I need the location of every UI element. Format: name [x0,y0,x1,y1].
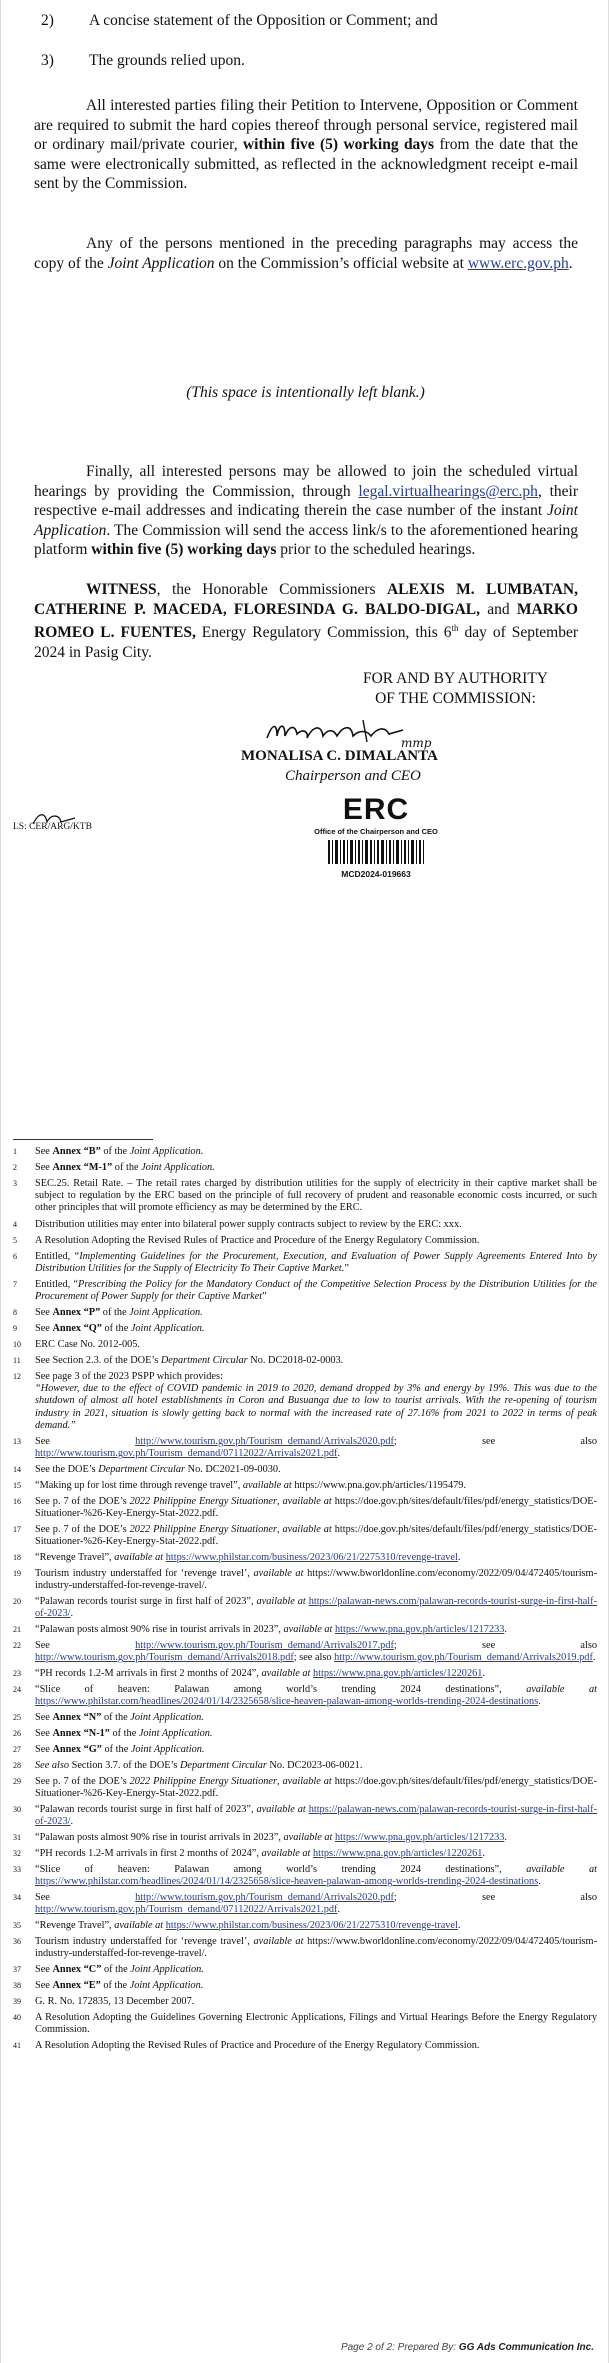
footnote-41 [13,2040,597,2052]
ls-signature-mark [31,808,77,830]
footnote-28 [13,1760,597,1772]
footnote-3 [13,1178,597,1215]
footnote-20 [13,1596,597,1620]
footnote-number: 1 [13,1147,17,1156]
footnote-number: 26 [13,1729,21,1738]
footnote-number: 38 [13,1981,21,1990]
footnote-number: 16 [13,1497,21,1506]
footnote-number: 7 [13,1280,17,1289]
barcode [326,840,426,864]
footnote-10 [13,1339,597,1351]
footnote-number: 6 [13,1252,17,1261]
footnote-38 [13,1980,597,1992]
footnote-9 [13,1323,597,1335]
footnote-number: 30 [13,1805,21,1814]
blank-space-note: (This space is intentionally left blank.) [186,384,425,401]
authority-line-2: OF THE COMMISSION: [375,690,536,707]
footnote-number: 28 [13,1761,21,1770]
footnote-text: ERC Case No. 2012-005. [35,1339,140,1350]
footnote-number: 14 [13,1465,21,1474]
footnote-24 [13,1684,597,1708]
footnote-17 [13,1524,597,1548]
footnote-link[interactable]: http://www.tourism.gov.ph/Tourism_demand/Arrivals2020.pdf [135,1892,394,1903]
footnote-text: See p. 7 of the DOE’s 2022 Philippine Energy Situationer, available at https://doe.gov.ph/sites/default/files/pdf/energy_statistics/DOE-Situationer-%26-Key-Energy-Stat-2022.pdf. [35,1524,597,1548]
authority-line-1: FOR AND BY AUTHORITY [362,670,548,687]
footnote-link[interactable]: https://www.pna.gov.ph/articles/1217233 [335,1624,505,1635]
footnote-text: See also Section 3.7. of the DOE’s Department Circular No. DC2023-06-0021. [35,1760,363,1771]
virtual-hearing-paragraph: Finally, all interested persons may be allowed to join the scheduled virtual hearings by providing the Commission, through legal.virtualhearings@erc.ph, their respective e-mail addresses and indicating therein the case number of the instant Joint Application. The Commission will send the access link/s to the aforementioned hearing platform within five (5) working days prior to the scheduled hearings. [34,463,578,559]
signatory-title: Chairperson and CEO [285,768,421,784]
footnote-number: 29 [13,1777,21,1786]
footnote-8 [13,1307,597,1319]
footnote-text: Entitled, “Prescribing the Policy for the Mandatory Conduct of the Competitive Selection Process by the Distribution Utilities for the Procurement of Power Supply for their Captive Market” [35,1279,597,1303]
footnote-number: 36 [13,1937,21,1946]
footnote-text: “Making up for lost time through revenge travel”, available at https://www.pna.gov.ph/articles/1195479. [35,1480,466,1491]
footnote-link[interactable]: http://www.tourism.gov.ph/Tourism_demand/07112022/Arrivals2021.pdf [35,1904,338,1916]
footnote-32 [13,1848,597,1860]
barcode-number: MCD2024-019663 [341,869,411,879]
footnote-number: 11 [13,1356,21,1365]
footnote-27 [13,1744,597,1756]
signatory-name: MONALISA C. DIMALANTA [241,748,438,764]
filing-paragraph: All interested parties filing their Petition to Intervene, Opposition or Comment are required to submit the hard copies thereof through personal service, registered mail or ordinary mail/private courier, within five (5) working days from the date that the same were electronically submitted, as reflected in the acknowledgment receipt e-mail sent by the Commission. [34,97,579,193]
footnote-number: 18 [13,1553,21,1562]
footnote-number: 37 [13,1965,21,1974]
footnote-link[interactable]: https://palawan-news.com/palawan-records-tourist-surge-in-first-half-of-2023/ [35,1596,598,1620]
signature-initials: mmp [401,736,432,750]
footnote-text: See Annex “N” of the Joint Application. [35,1712,204,1723]
footnote-37 [13,1964,597,1976]
footnote-number: 24 [13,1685,21,1694]
footnote-text: See Annex “C” of the Joint Application. [35,1964,204,1975]
footnote-text: “Revenge Travel”, available at https://www.philstar.com/business/2023/06/21/2275310/revenge-travel. [35,1920,461,1931]
footnote-35 [13,1920,597,1932]
footnote-text: SEC.25. Retail Rate. – The retail rates charged by distribution utilities for the supply of electricity in their captive market shall be subject to regulation by the ERC based on the principle of full recovery of prudent and reasonable economic costs incurred, or such other principles that will promote efficiency as may be determined by the ERC. [35,1178,597,1214]
footnote-text: See http://www.tourism.gov.ph/Tourism_demand/Arrivals2017.pdf; see also http://www.tourism.gov.ph/Tourism_demand/Arrivals2018.pdf; see also http://www.tourism.gov.ph/Tourism_demand/Arrivals2019.pdf. [35,1640,597,1664]
footnote-21 [13,1624,597,1636]
footnote-text: “Revenge Travel”, available at https://www.philstar.com/business/2023/06/21/2275310/revenge-travel. [35,1552,461,1563]
footnote-6 [13,1251,597,1275]
footnote-link[interactable]: https://www.pna.gov.ph/articles/1220261 [312,1668,483,1679]
footnote-number: 4 [13,1220,17,1229]
footnote-text: See Section 2.3. of the DOE’s Department Circular No. DC2018-02-0003. [35,1355,344,1366]
footnote-text: See Annex “N-1” of the Joint Application. [35,1728,213,1739]
footnote-text: See http://www.tourism.gov.ph/Tourism_demand/Arrivals2020.pdf; see also http://www.tourism.gov.ph/Tourism_demand/07112022/Arrivals2021.pdf. [35,1436,597,1460]
footnote-22 [13,1640,597,1664]
ls-initials: LS: CER/ARG/KTB [13,822,92,832]
footnote-link[interactable]: https://www.philstar.com/business/2023/06/21/2275310/revenge-travel [165,1552,458,1563]
footnote-19 [13,1568,597,1592]
footnote-29 [13,1776,597,1800]
document-page: 2) A concise statement of the Opposition or Comment; and 3) The grounds relied upon. All interested parties filing their Petition to Intervene, Opposition or Comment are required to submit the hard copies thereof through personal service, registered mail or ordinary mail/private courier, within five (5) working days from the date that the same were electronically submitted, as reflected in the acknowledgment receipt e-mail sent by the Commission. Any of the persons mentioned in the preceding paragraphs may access the copy of the Joint Application on the Commission’s official website at www.erc.gov.ph. (This space is intentionally left blank.) Finally, all interested persons may be allowed to join the scheduled virtual hearings by providing the Commission, through legal.virtualhearings@erc.ph, their respective e-mail addresses and indicating therein the case number of the instant Joint Application. The Commission will send the access link/s to the aforementioned hearing platform within five (5) working days prior to the scheduled hearings. WITNESS, the Honorable Commissioners ALEXIS M. LUMBATAN, CATHERINE P. MACEDA, FLORESINDA G. BALDO-DIGAL, and MARKO ROMEO L. FUENTES, Energy Regulatory Commission, this 6th day of September 2024 in Pasig City. FOR AND BY AUTHORITY OF THE COMMISSION: mmp MONALISA C. DIMALANTA Chairperson and CEO LS: CER/ARG/KTB ERC Office of the Chairperson and CEO MCD2024-019663 1 See Annex “B” of the Joint Application. 2 See Annex “M-1” of the Joint Application. 3 SEC.25. Retail Rate. – The retail rates charged by distribution utilities for the supply of electricity in their captive market shall be subject to regulation by the ERC based on the principle of full recovery of prudent and reasonable economic costs incurred, or such other principles that will promote efficiency as may be determined by the ERC. 4 Distribution utilities may enter into bilateral power supply contracts subject to review by the ERC: xxx. 5 A Resolution Adopting the Revised Rules of Practice and Procedure of the Energy Regulatory Commission. 6 Entitled, “Implementing Guidelines for the Procurement, Execution, and Evaluation of Power Supply Agreements Entered Into by Distribution Utilities for the Supply of Electricity To Their Captive Market.” 7 Entitled, “Prescribing the Policy for the Mandatory Conduct of the Competitive Selection Process by the Distribution Utilities for the Procurement of Power Supply for their Captive Market” 8 See Annex “P” of the Joint Application. 9 See Annex “Q” of the Joint Application. 10 ERC Case No. 2012-005. 11 See Section 2.3. of the DOE’s Department Circular No. DC2018-02-0003. 12 See page 3 of the 2023 PSPP which provides: “However, due to the effect of COVID pandemic in 2019 to 2020, demand dropped by 3% and energy by 19%. This was due to the shutdown of almost all hotel establishments in Coron and Busuanga due to low to tourist arrivals. With the re-opening of tourism industry in 2021, situation is slowly getting back to normal with the increased rate of 27.16% from 2021 to 2022 in terms of peak demand.” 13 See http://www.tourism.gov.ph/Tourism_demand/Arrivals2020.pdf; see also http://www.tourism.gov.ph/Tourism_demand/07112022/Arrivals2021.pdf. 14 See the DOE’s Department Circular No. DC2021-09-0030. 15 “Making up for lost time through revenge travel”, available at https://www.pna.gov.ph/articles/1195479. 16 See p. 7 of the DOE’s 2022 Philippine Energy Situationer, available at https://doe.gov.ph/sites/default/files/pdf/energy_statistics/DOE-Situationer-%26-Key-Energy-Stat-2022.pdf. 17 See p. 7 of the DOE’s 2022 Philippine Energy Situationer, available at https://doe.gov.ph/sites/default/files/pdf/energy_statistics/DOE-Situationer-%26-Key-Energy-Stat-2022.pdf. 18 “Revenge Travel”, available at https://www.philstar.com/business/2023/06/21/2275310/revenge-travel. 19 Tourism industry understaffed for ‘revenge travel’, available at https://www.bworldonline.com/economy/2022/09/04/472405/tourism-industry-understaffed-for-revenge-travel/. 20 “Palawan records tourist surge in first half of 2023”, available at https://palawan-news.com/palawan-records-tourist-surge-in-first-half-of-2023/. 21 “Palawan posts almost 90% rise in tourist arrivals in 2023”, available at https://www.pna.gov.ph/articles/1217233. 22 See http://www.tourism.gov.ph/Tourism_demand/Arrivals2017.pdf; see also http://www.tourism.gov.ph/Tourism_demand/Arrivals2018.pdf; see also http://www.tourism.gov.ph/Tourism_demand/Arrivals2019.pdf. 23 “PH records 1.2-M arrivals in first 2 months of 2024”, available at https://www.pna.gov.ph/articles/1220261. 24 “Slice of heaven: Palawan among world’s trending 2024 destinations”, available at https://www.philstar.com/headlines/2024/01/14/2325658/slice-heaven-palawan-among-worlds-trending-2024-destinations. 25 See Annex “N” of the Joint Application. 26 See Annex “N-1” of the Joint Application. 27 See Annex “G” of the Joint Application. 28 See also Section 3.7. of the DOE’s Department Circular No. DC2023-06-0021. 29 See p. 7 of the DOE’s 2022 Philippine Energy Situationer, available at https://doe.gov.ph/sites/default/files/pdf/energy_statistics/DOE-Situationer-%26-Key-Energy-Stat-2022.pdf. 30 “Palawan records tourist surge in first half of 2023”, available at https://palawan-news.com/palawan-records-tourist-surge-in-first-half-of-2023/. 31 “Palawan posts almost 90% rise in tourist arrivals in 2023”, available at https://www.pna.gov.ph/articles/1217233. 32 “PH records 1.2-M arrivals in first 2 months of 2024”, available at https://www.pna.gov.ph/articles/1220261. 33 “Slice of heaven: Palawan among world’s trending 2024 destinations”, available at https://www.philstar.com/headlines/2024/01/14/2325658/slice-heaven-palawan-among-worlds-trending-2024-destinations. 34 See http://www.tourism.gov.ph/Tourism_demand/Arrivals2020.pdf; see also http://www.tourism.gov.ph/Tourism_demand/07112022/Arrivals2021.pdf. 35 “Revenge Travel”, available at https://www.philstar.com/business/2023/06/21/2275310/revenge-travel. 36 Tourism industry understaffed for ‘revenge travel’, available at https://www.bworldonline.com/economy/2022/09/04/472405/tourism-industry-understaffed-for-revenge-travel/. 37 See Annex “C” of the Joint Application. 38 See Annex “E” of the Joint Application. 39 G. R. No. 172835, 13 December 2007. 40 A Resolution Adopting the Guidelines Governing Electronic Applications, Filings and Virtual Hearings Before the Energy Regulatory Commission. 41 A Resolution Adopting the Revised Rules of Practice and Procedure of the Energy Regulatory Commission. Page 2 of 2: Prepared By: GG Ads Communication Inc. [0,0,609,2363]
footnote-1 [13,1146,597,1158]
footnote-number: 20 [13,1597,21,1606]
footnote-number: 27 [13,1745,21,1754]
footnote-text: “Slice of heaven: Palawan among world’s trending 2024 destinations”, available at https://www.philstar.com/headlines/2024/01/14/2325658/slice-heaven-palawan-among-worlds-trending-2024-destinations. [35,1864,598,1888]
footnote-23 [13,1668,597,1680]
footnote-text: A Resolution Adopting the Guidelines Governing Electronic Applications, Filings and Virtual Hearings Before the Energy Regulatory Commission. [35,2012,597,2036]
footnote-text: Distribution utilities may enter into bilateral power supply contracts subject to review by the ERC: xxx. [35,1219,462,1230]
footnote-link[interactable]: http://www.tourism.gov.ph/Tourism_demand/07112022/Arrivals2021.pdf [35,1448,338,1460]
footnote-number: 9 [13,1324,17,1333]
footnote-link[interactable]: https://www.pna.gov.ph/articles/1217233 [335,1832,505,1843]
footnote-number: 41 [13,2041,21,2050]
footnote-26 [13,1728,597,1740]
footnote-link[interactable]: http://www.tourism.gov.ph/Tourism_demand/Arrivals2018.pdf [35,1652,294,1664]
footnote-text: See http://www.tourism.gov.ph/Tourism_demand/Arrivals2020.pdf; see also http://www.tourism.gov.ph/Tourism_demand/07112022/Arrivals2021.pdf. [35,1892,597,1916]
footnote-text: See Annex “E” of the Joint Application. [35,1980,204,1991]
footnote-text: “Palawan posts almost 90% rise in tourist arrivals in 2023”, available at https://www.pna.gov.ph/articles/1217233. [35,1624,507,1635]
footnote-text: See Annex “M-1” of the Joint Application. [35,1162,215,1173]
access-paragraph: Any of the persons mentioned in the preceding paragraphs may access the copy of the Joint Application on the Commission’s official website at www.erc.gov.ph. [34,235,578,272]
footnote-11 [13,1355,597,1367]
erc-website-link[interactable]: www.erc.gov.ph [467,254,569,272]
footnote-text: See p. 7 of the DOE’s 2022 Philippine Energy Situationer, available at https://doe.gov.ph/sites/default/files/pdf/energy_statistics/DOE-Situationer-%26-Key-Energy-Stat-2022.pdf. [35,1776,597,1800]
footnote-number: 33 [13,1865,21,1874]
footnote-text: See Annex “P” of the Joint Application. [35,1307,203,1318]
footnote-number: 39 [13,1997,21,2006]
footnote-number: 23 [13,1669,21,1678]
footnote-4 [13,1219,597,1231]
footnote-25 [13,1712,597,1724]
footnote-text: A Resolution Adopting the Revised Rules of Practice and Procedure of the Energy Regulatory Commission. [35,2040,480,2051]
footnote-5 [13,1235,597,1247]
footnote-number: 3 [13,1179,17,1188]
footnote-39 [13,1996,597,2008]
footnote-number: 21 [13,1625,21,1634]
footnote-text: “PH records 1.2-M arrivals in first 2 months of 2024”, available at https://www.pna.gov.ph/articles/1220261. [35,1848,485,1859]
footnote-link[interactable]: http://www.tourism.gov.ph/Tourism_demand/Arrivals2017.pdf [135,1640,394,1651]
footnote-7 [13,1279,597,1303]
footnote-number: 25 [13,1713,21,1722]
footnote-link[interactable]: https://www.philstar.com/headlines/2024/01/14/2325658/slice-heaven-palawan-among-worlds-trending-2024-destinations [35,1696,539,1708]
footnote-number: 19 [13,1569,21,1578]
footnote-number: 12 [13,1372,21,1381]
footnote-16 [13,1496,597,1520]
footnote-text: See the DOE’s Department Circular No. DC2021-09-0030. [35,1464,281,1475]
footnote-18 [13,1552,597,1564]
footnote-number: 17 [13,1525,21,1534]
footnote-link[interactable]: https://www.philstar.com/headlines/2024/01/14/2325658/slice-heaven-palawan-among-worlds-trending-2024-destinations [35,1876,539,1888]
footnote-number: 40 [13,2013,21,2022]
footnote-text: “Palawan posts almost 90% rise in tourist arrivals in 2023”, available at https://www.pna.gov.ph/articles/1217233. [35,1832,507,1843]
footnote-text: “Palawan records tourist surge in first half of 2023”, available at https://palawan-news.com/palawan-records-tourist-surge-in-first-half-of-2023/. [35,1804,598,1828]
footnote-text: See Annex “Q” of the Joint Application. [35,1323,205,1334]
footnote-number: 32 [13,1849,21,1858]
footnote-text: G. R. No. 172835, 13 December 2007. [35,1996,195,2007]
footnote-number: 8 [13,1308,17,1317]
footnote-link[interactable]: https://www.philstar.com/business/2023/06/21/2275310/revenge-travel [165,1920,458,1931]
footnote-12 [13,1371,597,1432]
footnote-text: Tourism industry understaffed for ‘revenge travel’, available at https://www.bworldonline.com/economy/2022/09/04/472405/tourism-industry-understaffed-for-revenge-travel/. [35,1936,597,1960]
footnote-text: See page 3 of the 2023 PSPP which provides: “However, due to the effect of COVID pandemic in 2019 to 2020, demand dropped by 3% and energy by 19%. This was due to the shutdown of almost all hotel establishments in Coron and Busuanga due to low to tourist arrivals. With the re-opening of tourism industry in 2021, situation is slowly getting back to normal with the increased rate of 27.16% from 2021 to 2022 in terms of peak demand.” [35,1371,597,1431]
footnote-number: 2 [13,1163,17,1172]
footnote-30 [13,1804,597,1828]
footnote-number: 34 [13,1893,21,1902]
footnote-text: Entitled, “Implementing Guidelines for the Procurement, Execution, and Evaluation of Power Supply Agreements Entered Into by Distribution Utilities for the Supply of Electricity To Their Captive Market.” [35,1251,597,1275]
footnote-text: See p. 7 of the DOE’s 2022 Philippine Energy Situationer, available at https://doe.gov.ph/sites/default/files/pdf/energy_statistics/DOE-Situationer-%26-Key-Energy-Stat-2022.pdf. [35,1496,597,1520]
footnote-2 [13,1162,597,1174]
footnote-text: “Slice of heaven: Palawan among world’s trending 2024 destinations”, available at https://www.philstar.com/headlines/2024/01/14/2325658/slice-heaven-palawan-among-worlds-trending-2024-destinations. [35,1684,598,1708]
footnote-text: “PH records 1.2-M arrivals in first 2 months of 2024”, available at https://www.pna.gov.ph/articles/1220261. [35,1668,485,1679]
footnote-number: 5 [13,1236,17,1245]
footnote-15 [13,1480,597,1492]
footnote-13 [13,1436,597,1460]
footnote-text: “Palawan records tourist surge in first half of 2023”, available at https://palawan-news.com/palawan-records-tourist-surge-in-first-half-of-2023/. [35,1596,598,1620]
footnote-number: 22 [13,1641,21,1650]
footnote-link[interactable]: https://palawan-news.com/palawan-records-tourist-surge-in-first-half-of-2023/ [35,1804,598,1828]
page-footer: Page 2 of 2: Prepared By: GG Ads Communication Inc. [340,2342,594,2353]
footnote-text: See Annex “G” of the Joint Application. [35,1744,205,1755]
footnote-link[interactable]: http://www.tourism.gov.ph/Tourism_demand/Arrivals2019.pdf [334,1652,593,1664]
footnote-31 [13,1832,597,1844]
virtual-hearings-email-link[interactable]: legal.virtualhearings@erc.ph [358,482,538,500]
footnote-number: 31 [13,1833,21,1842]
footnote-number: 10 [13,1340,21,1349]
footnote-14 [13,1464,597,1476]
erc-stamp [301,795,451,879]
footnote-text: Tourism industry understaffed for ‘revenge travel’, available at https://www.bworldonline.com/economy/2022/09/04/472405/tourism-industry-understaffed-for-revenge-travel/. [35,1568,597,1592]
footnote-text: A Resolution Adopting the Revised Rules of Practice and Procedure of the Energy Regulatory Commission. [35,1235,480,1246]
footnote-number: 15 [13,1481,21,1490]
footnote-40 [13,2012,597,2036]
footnote-link[interactable]: https://www.pna.gov.ph/articles/1220261 [312,1848,483,1859]
footnote-text: See Annex “B” of the Joint Application. [35,1146,204,1157]
footnote-number: 13 [13,1437,21,1446]
witness-paragraph: WITNESS, the Honorable Commissioners ALEXIS M. LUMBATAN, CATHERINE P. MACEDA, FLORESINDA G. BALDO-DIGAL, and MARKO ROMEO L. FUENTES, Energy Regulatory Commission, this 6th day of September 2024 in Pasig City. [34,581,579,661]
footnote-divider [13,1139,153,1140]
footnote-number: 35 [13,1921,21,1930]
erc-logo: ERC [342,793,410,826]
footnote-33 [13,1864,597,1888]
footnote-34 [13,1892,597,1916]
footnote-link[interactable]: http://www.tourism.gov.ph/Tourism_demand/Arrivals2020.pdf [135,1436,394,1447]
stamp-office-text: Office of the Chairperson and CEO [314,827,438,836]
footnote-36 [13,1936,597,1960]
